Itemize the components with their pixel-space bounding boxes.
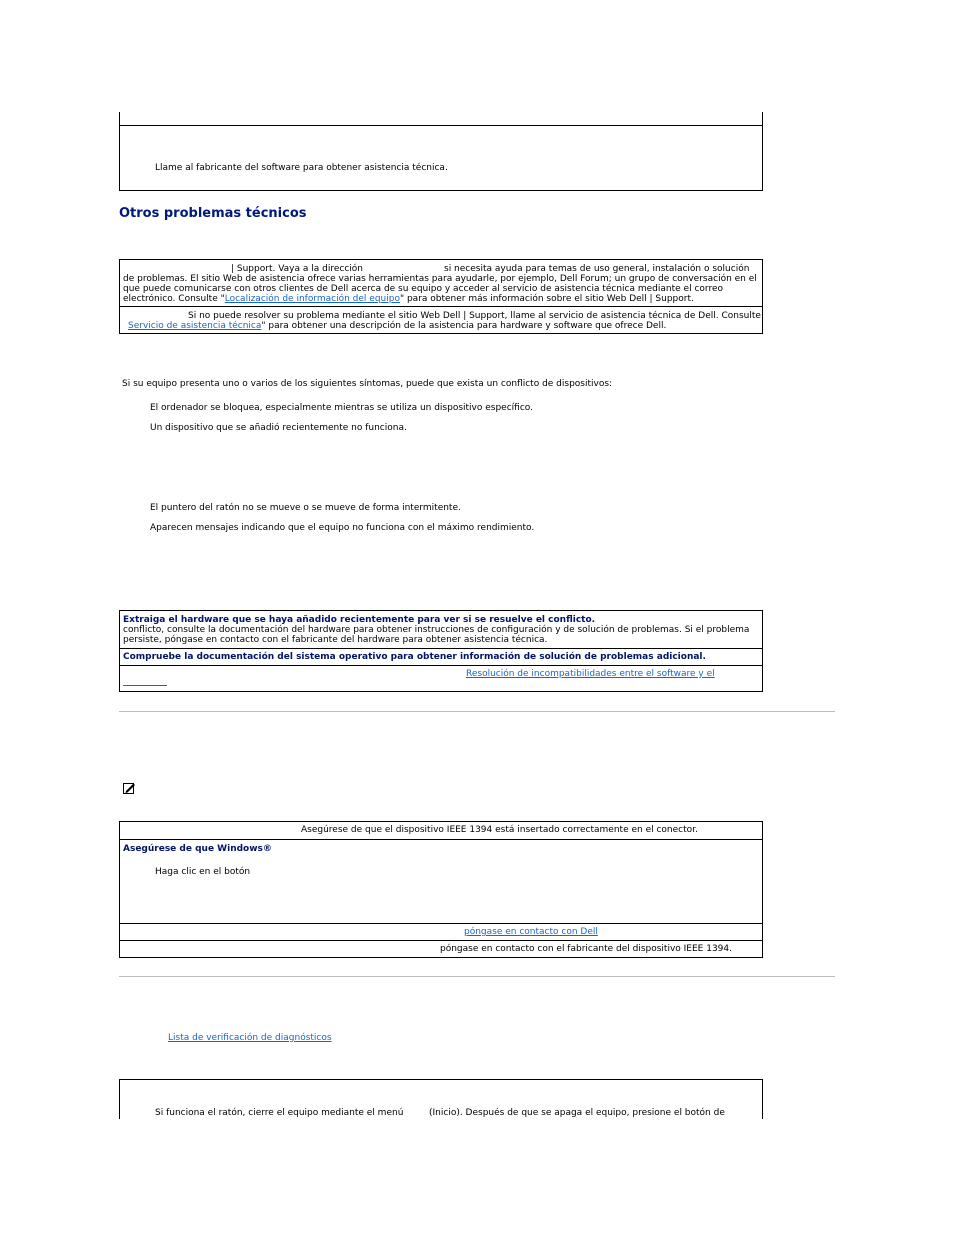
- remove-hardware-text-1: conflicto, consulte la documentación del hardware para obtener instrucciones de configuración y de solución de problemas. Si el problema: [123, 625, 750, 635]
- conflict-divider-2: [120, 665, 762, 666]
- symptom-item: El ordenador se bloquea, especialmente mientras se utiliza un dispositivo específico.: [150, 403, 533, 413]
- support-text-1b: si necesita ayuda para temas de uso general, instalación o solución: [444, 264, 750, 274]
- incompatibility-link[interactable]: Resolución de incompatibilidades entre el software y el: [466, 669, 715, 679]
- ieee-divider-1: [120, 839, 762, 840]
- symptom-item: Un dispositivo que se añadió recientemente no funciona.: [150, 423, 407, 433]
- contact-text-2-post: " para obtener una descripción de la asistencia para hardware y software que ofrece Dell.: [261, 321, 667, 331]
- os-docs-heading: Compruebe la documentación del sistema operativo para obtener información de solución de problemas adicional.: [123, 652, 706, 662]
- support-text-4: [123, 294, 694, 304]
- contact-text-2: [128, 321, 666, 331]
- software-help-box: [119, 112, 763, 191]
- tech-support-link[interactable]: Servicio de asistencia técnica: [128, 321, 262, 331]
- conflict-table: [119, 610, 763, 692]
- other-problems-divider: [120, 306, 762, 307]
- conflict-divider-1: [120, 648, 762, 649]
- symptom-item: El puntero del ratón no se mueve o se mueve de forma intermitente.: [150, 503, 461, 513]
- section-divider: [119, 711, 835, 712]
- ieee-divider-3: [120, 940, 762, 941]
- incompatibility-link-continuation[interactable]: [123, 685, 167, 686]
- note-pencil-icon: [123, 782, 136, 794]
- support-text-1a: | Support. Vaya a la dirección: [231, 264, 363, 274]
- ieee-divider-2: [120, 923, 762, 924]
- section-heading-other-problems: Otros problemas técnicos: [119, 206, 307, 221]
- keyboard-box: [119, 1079, 763, 1119]
- conflict-intro: Si su equipo presenta uno o varios de los siguientes síntomas, puede que exista un conflicto de dispositivos:: [122, 379, 613, 389]
- support-text-4-post: " para obtener más información sobre el sitio Web Dell | Support.: [399, 294, 694, 304]
- other-problems-table: [119, 259, 763, 334]
- ieee-table: [119, 821, 763, 958]
- support-text-3: que puede comunicarse con otros clientes de Dell acerca de su equipo y acceder al servicio de asistencia técnica mediante el correo: [123, 284, 723, 294]
- contact-dell-link[interactable]: póngase en contacto con Dell: [464, 927, 598, 937]
- contact-text-1: Si no puede resolver su problema mediante el sitio Web Dell | Support, llame al servicio de asistencia técnica de Dell. Consulte: [188, 311, 761, 321]
- software-box-divider: [120, 125, 762, 126]
- support-text-4-pre: electrónico. Consulte ": [123, 294, 225, 304]
- symptom-item: Aparecen mensajes indicando que el equipo no funciona con el máximo rendimiento.: [150, 523, 535, 533]
- software-help-text: Llame al fabricante del software para obtener asistencia técnica.: [155, 163, 448, 173]
- support-text-2: de problemas. El sitio Web de asistencia ofrece varias herramientas para ayudarle, por ejemplo, Dell Forum; un grupo de conversación en el: [123, 274, 757, 284]
- locate-info-link[interactable]: Localización de información del equipo: [224, 294, 400, 304]
- start-button-step: Haga clic en el botón: [155, 867, 251, 877]
- shutdown-text-1: Si funciona el ratón, cierre el equipo mediante el menú: [155, 1108, 404, 1118]
- diagnostics-checklist-link[interactable]: Lista de verificación de diagnósticos: [168, 1033, 332, 1043]
- shutdown-text-2: (Inicio). Después de que se apaga el equipo, presione el botón de: [429, 1108, 725, 1118]
- windows-check-heading: Asegúrese de que Windows®: [123, 844, 272, 854]
- remove-hardware-heading: Extraiga el hardware que se haya añadido recientemente para ver si se resuelve el conflicto.: [123, 615, 596, 625]
- section-divider: [119, 976, 835, 977]
- contact-manufacturer-text: póngase en contacto con el fabricante del dispositivo IEEE 1394.: [440, 944, 732, 954]
- ieee-connector-text: Asegúrese de que el dispositivo IEEE 1394 está insertado correctamente en el conector.: [301, 825, 698, 835]
- remove-hardware-text-2: persiste, póngase en contacto con el fabricante del hardware para obtener asistencia técnica.: [123, 635, 548, 645]
